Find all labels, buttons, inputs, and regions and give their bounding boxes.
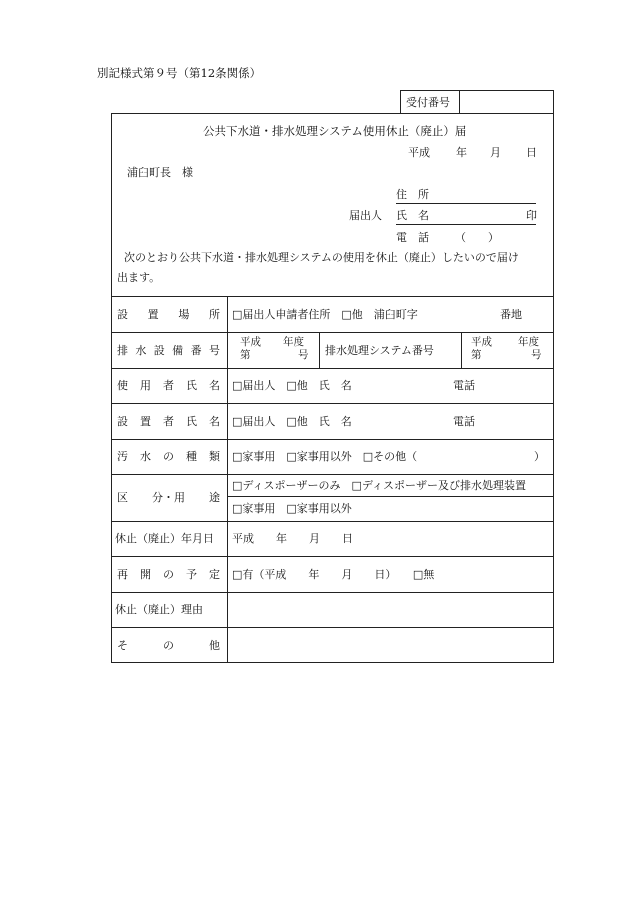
drain-number-label: 排 水 設 備 番 号 [117, 344, 220, 357]
category-usage-label: 区 分・用 途 [117, 491, 220, 504]
installer-name-options[interactable]: □届出人 □他 氏 名 [232, 415, 352, 428]
form-title: 公共下水道・排水処理システム使用休止（廃止）届 [203, 124, 467, 138]
date-era: 平成 [408, 146, 430, 159]
installer-name-label: 設 置 者 氏 名 [117, 415, 220, 428]
receipt-number-field[interactable] [466, 97, 546, 111]
date-year: 年 [456, 146, 467, 159]
applicant-prefix: 届出人 [349, 209, 382, 222]
reason-label: 休止（廃止）理由 [115, 603, 203, 616]
wastewater-close-paren: ） [534, 450, 545, 463]
other-label: そ の 他 [117, 639, 220, 652]
reason-field[interactable] [232, 604, 542, 618]
header-section [111, 113, 554, 297]
other-field[interactable] [232, 640, 542, 654]
suspend-date-label: 休止（廃止）年月日 [115, 532, 214, 545]
body-text-line1: 次のとおり公共下水道・排水処理システムの使用を休止（廃止）したいので届け [124, 251, 519, 264]
system-dai: 第 [471, 349, 482, 361]
seal-mark: 印 [526, 209, 537, 222]
installer-phone-label: 電話 [453, 415, 475, 428]
form-number-label: 別記様式第９号（第12条関係） [97, 66, 262, 80]
system-number-label: 排水処理システム番号 [325, 344, 434, 357]
location-options[interactable]: □届出人申請者住所 □他 浦臼町字 [232, 308, 418, 321]
drain-go: 号 [298, 349, 309, 361]
resume-plan-options[interactable]: □有（平成 年 月 日） □無 [232, 568, 435, 581]
location-banchi-label: 番地 [500, 308, 522, 321]
user-name-label: 使 用 者 氏 名 [117, 379, 220, 392]
system-go: 号 [531, 349, 542, 361]
system-era: 平成 [471, 336, 492, 348]
address-label: 住 所 [396, 188, 429, 201]
drain-era: 平成 [240, 336, 261, 348]
name-field[interactable] [396, 224, 536, 225]
date-day: 日 [526, 146, 537, 159]
name-label: 氏 名 [396, 209, 429, 222]
user-phone-label: 電話 [453, 379, 475, 392]
user-name-options[interactable]: □届出人 □他 氏 名 [232, 379, 352, 392]
system-nendo: 年度 [518, 336, 539, 348]
wastewater-type-label: 汚 水 の 種 類 [117, 450, 220, 463]
location-label: 設 置 場 所 [117, 308, 220, 321]
suspend-date-field[interactable]: 平成 年 月 日 [232, 532, 353, 545]
phone-label: 電 話 [396, 231, 429, 244]
body-text-line2: 出ます。 [117, 271, 161, 284]
address-field[interactable] [396, 203, 536, 204]
drain-dai: 第 [240, 349, 251, 361]
addressee: 浦臼町長 様 [127, 166, 193, 179]
receipt-label: 受付番号 [406, 96, 450, 109]
category-usage-options[interactable]: □家事用 □家事用以外 [232, 502, 352, 515]
wastewater-type-options[interactable]: □家事用 □家事用以外 □その他（ [232, 450, 418, 463]
resume-plan-label: 再 開 の 予 定 [117, 568, 220, 581]
category-disposer-options[interactable]: □ディスポーザーのみ □ディスポーザー及び排水処理装置 [232, 479, 527, 492]
drain-nendo: 年度 [283, 336, 304, 348]
phone-field[interactable]: （ ） [455, 231, 499, 244]
date-month: 月 [490, 146, 501, 159]
